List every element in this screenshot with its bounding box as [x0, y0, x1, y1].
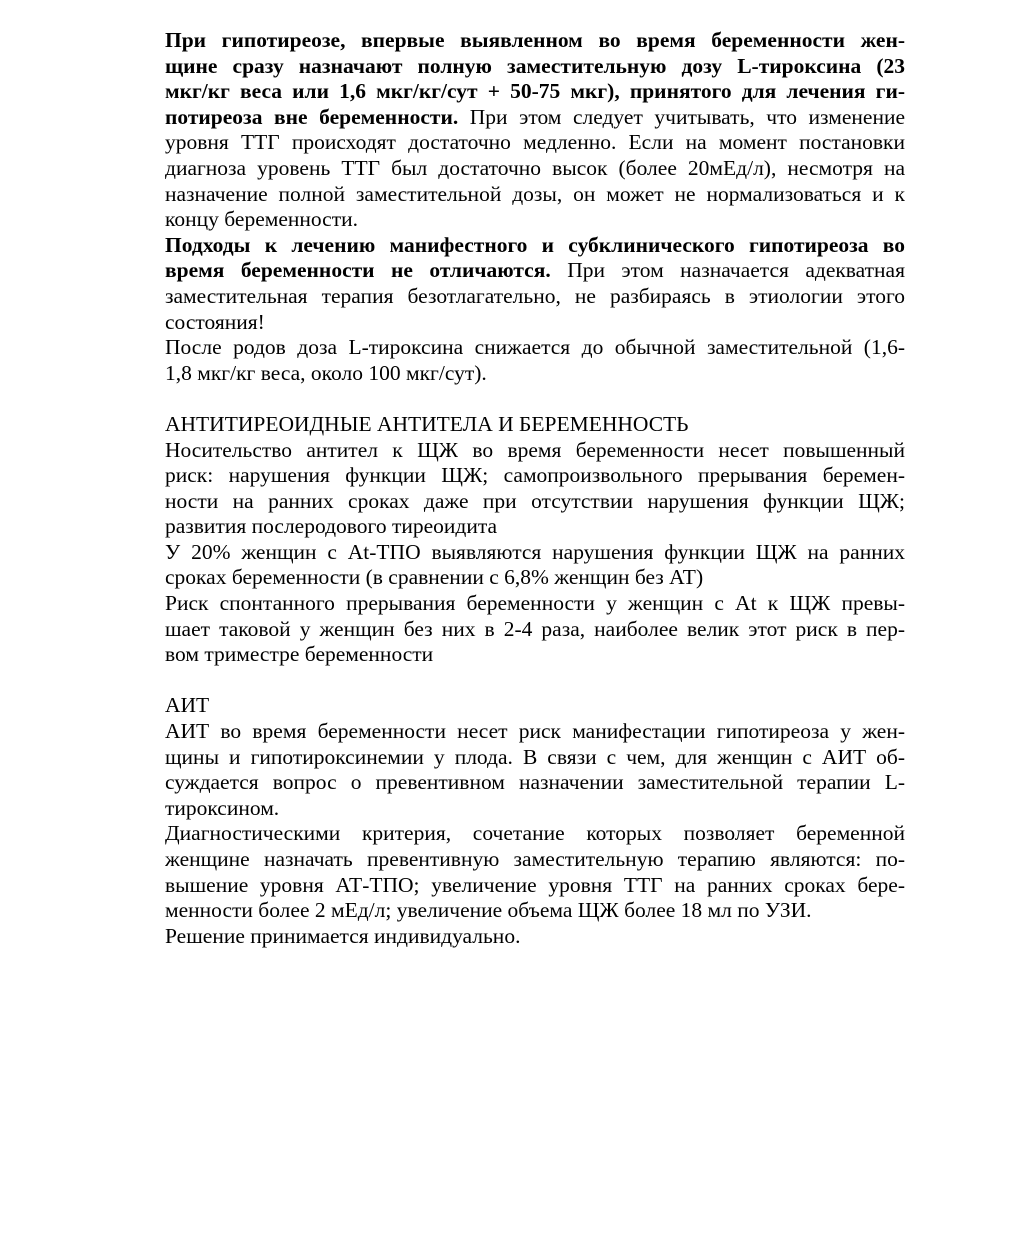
bold-text: потиреоза вне беременности.	[165, 104, 459, 129]
text-line: При гипотиреозе, впервые выявленном во время беременности жен-	[165, 28, 905, 52]
spacer	[165, 668, 905, 694]
text-line: ности на ранних сроках даже при отсутствии нарушения функции ЩЖ;	[165, 488, 905, 513]
text-line: женщине назначать превентивную заместительную терапию являются: по-	[165, 847, 905, 871]
text-line: Подходы к лечению манифестного и субклинического гипотиреоза во	[165, 232, 905, 257]
normal-text: При этом назначается адекватная	[550, 258, 905, 283]
section-heading: АНТИТИРЕОИДНЫЕ АНТИТЕЛА И БЕРЕМЕННОСТЬ	[165, 411, 689, 436]
text-line: заместительная терапия безотлагательно, не разбираясь в этиологии этого	[165, 283, 905, 308]
section-antibodies	[165, 412, 905, 668]
text-line	[165, 105, 905, 131]
text-line: щине сразу назначают полную заместительную дозу L-тироксина (23	[165, 53, 905, 78]
text-line: тироксином.	[165, 795, 280, 820]
text-line	[165, 258, 905, 284]
text-line: Диагностическими критерия, сочетание которых позволяет беременной	[165, 821, 905, 846]
text-line: вом триместре беременности	[165, 642, 434, 667]
text-line: АИТ во время беременности несет риск манифестации гипотиреоза у жен-	[165, 719, 905, 744]
text-line: Решение принимается индивидуально.	[165, 923, 521, 948]
text-line: суждается вопрос о превентивном назначении заместительной терапии L-	[165, 770, 905, 795]
text-line: После родов доза L-тироксина снижается до обычной заместительной (1,6-	[165, 335, 905, 360]
text-line: диагноза уровень ТТГ был достаточно высок (более 20мЕд/л), несмотря на	[165, 155, 905, 180]
paragraph-postpartum-dose	[165, 335, 905, 386]
text-line: развития послеродового тиреоидита	[165, 514, 498, 539]
text-line: сроках беременности (в сравнении с 6,8% женщин без АТ)	[165, 565, 704, 590]
paragraph-hypothyroid-dose	[165, 28, 905, 233]
text-line: концу беременности.	[165, 207, 358, 232]
text-line: Риск спонтанного прерывания беременности у женщин с At к ЩЖ превы-	[165, 591, 905, 616]
text-line: состояния!	[165, 309, 265, 334]
text-line: назначение полной заместительной дозы, он может не нормализоваться и к	[165, 181, 905, 206]
normal-text: При этом следует учитывать, что изменение	[458, 104, 905, 129]
paragraph-treatment-approaches	[165, 233, 905, 335]
text-line: уровня ТТГ происходят достаточно медленно. Если на момент постановки	[165, 130, 905, 155]
text-line: Носительство антител к ЩЖ во время беременности несет повышенный	[165, 437, 905, 462]
text-line: 1,8 мкг/кг веса, около 100 мкг/сут).	[165, 360, 487, 385]
text-line: риск: нарушения функции ЩЖ; самопроизвольного прерывания беремен-	[165, 463, 905, 488]
text-line: менности более 2 мЕд/л; увеличение объема ЩЖ более 18 мл по УЗИ.	[165, 898, 812, 923]
text-line: У 20% женщин с At-ТПО выявляются нарушения функции ЩЖ на ранних	[165, 539, 905, 564]
text-line: вышение уровня АТ-ТПО; увеличение уровня ТТГ на ранних сроках бере-	[165, 872, 905, 897]
bold-text: время беременности не отличаются.	[165, 258, 551, 283]
section-ait	[165, 693, 905, 949]
text-line: щины и гипотироксинемии у плода. В связи с чем, для женщин с АИТ об-	[165, 744, 905, 769]
spacer	[165, 386, 905, 412]
text-line: шает таковой у женщин без них в 2-4 раза, наиболее велик этот риск в пер-	[165, 616, 905, 641]
section-heading: АИТ	[165, 693, 210, 718]
document-page	[165, 28, 905, 949]
text-line: мкг/кг веса или 1,6 мкг/кг/сут + 50-75 мкг), принятого для лечения ги-	[165, 79, 905, 104]
